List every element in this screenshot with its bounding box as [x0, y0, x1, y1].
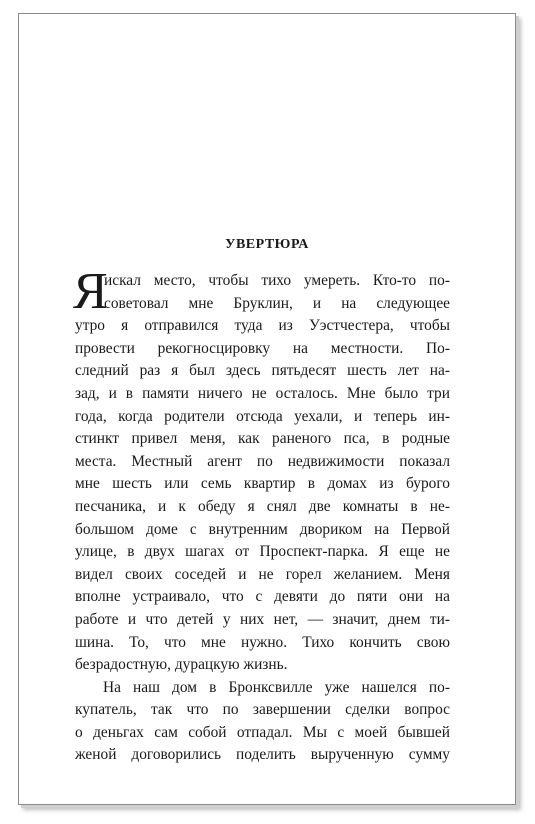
text-line: места. Местный агент по недвижимости показал [75, 452, 450, 470]
text-line: советовал мне Бруклин, и на следующее [104, 294, 450, 312]
text-line: искал место, чтобы тихо умереть. Кто-то по- [104, 272, 450, 289]
text-line: мне шесть или семь квартир в домах из бурого [75, 475, 450, 493]
text-line: На наш дом в Бронксвилле уже нашелся по- [103, 678, 450, 696]
book-page [18, 13, 516, 805]
text-line: о деньгах сам собой отпадал. Мы с моей бывшей [75, 723, 450, 741]
text-line: видел своих соседей и не горел желанием. Меня [75, 565, 450, 583]
text-line: провести рекогносцировку на местности. По- [75, 339, 450, 357]
text-line: стинкт привел меня, как раненого пса, в родные [75, 430, 450, 448]
paragraph-2 [75, 677, 450, 767]
text-line: улице, в двух шагах от Проспект-парка. Я еще не [75, 543, 450, 561]
text-line: утро я отправился туда из Уэстчестера, чтобы [75, 317, 450, 335]
text-line: шина. То, что мне нужно. Тихо кончить свою [75, 633, 450, 651]
text-line: года, когда родители отсюда уехали, и теперь ин- [75, 407, 450, 425]
text-line: зад, и в памяти ничего не осталось. Мне было три [75, 384, 450, 402]
text-line: песчаника, и к обеду я снял две комнаты в не- [75, 497, 450, 515]
drop-cap: Я [73, 263, 108, 320]
chapter-title: УВЕРТЮРА [225, 237, 309, 252]
text-line: большом доме с внутренним двориком на Первой [75, 520, 450, 538]
text-line: купатель, так что по завершении сделки вопрос [75, 701, 450, 719]
text-line: женой договорились поделить вырученную сумму [75, 746, 450, 764]
text-line: безрадостную, дурацкую жизнь. [75, 656, 288, 674]
paragraph-1 [73, 263, 450, 677]
text-line: вполне устраивало, что с девяти до пяти они на [75, 588, 450, 606]
text-line: следний раз я был здесь пятьдесят шесть лет на- [75, 362, 450, 380]
text-line: работе и что детей у них нет, — значит, днем ти- [75, 610, 450, 628]
body-text [73, 263, 450, 767]
